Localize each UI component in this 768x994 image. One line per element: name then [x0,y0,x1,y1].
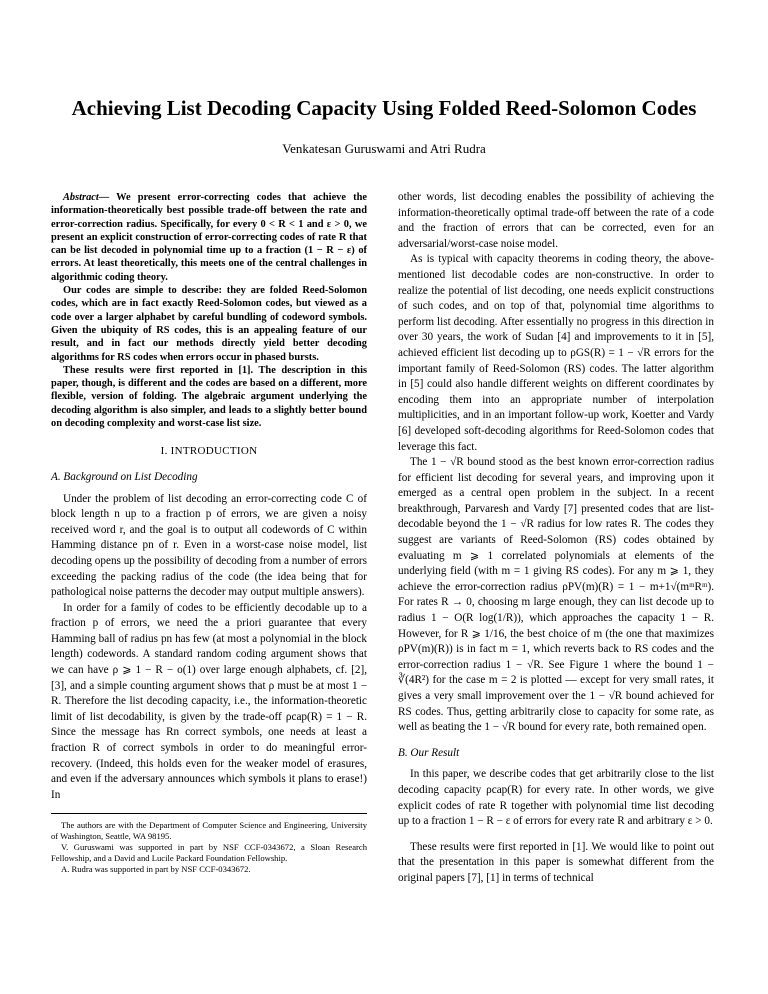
left-paragraph-2: In order for a family of codes to be efficiently decodable up to a fraction p of errors, we need the a priori guarantee that every Hamming ball of radius pn has few (at most a polynomial in the block length) codewords. A standard random coding argument shows that we can have ρ ⩾ 1 − R − o(1) over large enough alphabets, cf. [2], [3], and a simple counting argument shows that ρ must be at most 1 − R. Therefore the list decoding capacity, i.e., the information-theoretic limit of list decodability, is given by the trade-off ρcap(R) = 1 − R. Since the message has Rn correct symbols, one needs at least a fraction R of correct symbols in order to do meaningful error-recovery. (Indeed, this holds even for the weaker model of erasures, and even if the adversary announces which symbols it plans to erase!) In [51,601,367,801]
subsection-b-heading: B. Our Result [398,746,460,759]
abstract-p2: Our codes are simple to describe: they are folded Reed-Solomon codes, which are in fact exactly Reed-Solomon codes, but viewed as a code over a larger alphabet by careful bundling of codeword symbols. Given the ubiquity of RS codes, this is an appealing feature of our result, and in fact our methods directly yield better decoding algorithms for RS codes when errors occur in phased bursts. [51,285,367,363]
abstract-p1: Abstract— We present error-correcting codes that achieve the information-theoretically best possible trade-off between the rate and error-correction radius. Specifically, for every 0 < R < 1 and ε > 0, we present an explicit construction of error-correcting codes of rate R that can be list decoded in polynomial time up to a fraction (1 − R − ε) of errors. At least theoretically, this meets one of the central challenges in algorithmic coding theory. [51,192,367,283]
abstract-p3: These results were first reported in [1]. The description in this paper, though, is different and the codes are based on a different, more flexible, version of folding. The algebraic argument underlying the decoding algorithm is also simpler, and leads to a slightly better bound on decoding complexity and worst-case list size. [51,364,367,430]
right-column [398,190,714,887]
footnote-1: The authors are with the Department of Computer Science and Engineering, University of Washington, Seattle, WA 98195. [51,820,367,842]
paper-title: Achieving List Decoding Capacity Using Folded Reed-Solomon Codes [71,96,697,120]
subsection-a-heading: A. Background on List Decoding [51,470,198,483]
footnote-2: V. Guruswami was supported in part by NSF CCF-0343672, a Sloan Research Fellowship, and a David and Lucile Packard Foundation Fellowship. [51,842,367,864]
right-paragraph-3: The 1 − √R bound stood as the best known error-correction radius for efficient list decoding for several years, and improving upon it emerged as a central open problem in the subject. In a recent breakthrough, Parvaresh and Vardy [7] presented codes that are list-decodable beyond the 1 − √R radius for low rates R. The codes they suggest are variants of Reed-Solomon (RS) codes obtained by evaluating m ⩾ 1 correlated polynomials at elements of the underlying field (with m = 1 giving RS codes). For any m ⩾ 1, they achieve the error-correction radius ρPV(m)(R) = 1 − m+1√(mᵐRᵐ). For rates R → 0, choosing m large enough, they can list decode up to radius 1 − O(R log(1/R)), which approaches the capacity 1 − R. However, for R ⩾ 1/16, the best choice of m (the one that maximizes ρPV(m)(R)) is in fact m = 1, which reverts back to RS codes and the error-correction radius 1 − √R. See Figure 1 where the bound 1 − ∛(4R²) for the case m = 2 is plotted — except for very small rates, it gives a very small improvement over the 1 − √R bound achieved for RS codes. Thus, getting arbitrarily close to capacity for some rate, as well as beating the 1 − √R bound for every rate, both remained open. [398,456,714,734]
footnote-rule [51,813,367,814]
left-paragraph-1: Under the problem of list decoding an error-correcting code C of block length n up to a fraction p of errors, we are given a noisy received word r, and the goal is to output all codewords of C within Hamming distance pn of r. Even in a worst-case noise model, list decoding opens up the possibility of decoding from a number of errors exceeding the packing radius of the code (the idea being that for pathological noise patterns the decoder may output multiple answers). [51,492,367,599]
right-paragraph-2: As is typical with capacity theorems in coding theory, the above-mentioned list decodable codes are non-constructive. In order to realize the potential of list decoding, one needs explicit constructions of such codes, and on top of that, polynomial time algorithms to perform list decoding. After essentially no progress in this direction in over 30 years, the work of Sudan [4] and improvements to it in [5], achieved efficient list decoding up to ρGS(R) = 1 − √R errors for the important family of Reed-Solomon (RS) codes. The latter algorithm in [5] could also handle different weights on different coordinates by encoding them into an appropriate number of interpolation multiplicities, and in an important follow-up work, Koetter and Vardy [6] developed soft-decoding algorithms for Reed-Solomon codes that leverage this fact. [398,253,714,453]
footnote-3: A. Rudra was supported in part by NSF CCF-0343672. [61,864,251,875]
right-paragraph-5: These results were first reported in [1]. We would like to point out that the presentation in this paper is somewhat different from the original papers [7], [1] in terms of technical [398,840,714,884]
right-paragraph-4: In this paper, we describe codes that get arbitrarily close to the list decoding capacity ρcap(R) for every rate. In other words, we give explicit codes of rate R together with polynomial time list decoding up to a fraction 1 − R − ε of errors for every rate R and arbitrary ε > 0. [398,768,714,828]
abstract-label: Abstract [63,192,99,203]
paper-authors: Venkatesan Guruswami and Atri Rudra [282,141,486,156]
abstract [51,191,367,430]
left-column [51,191,367,875]
right-paragraph-1: other words, list decoding enables the possibility of achieving the information-theoretically optimal trade-off between the rate of a code and the fraction of errors that can be corrected, even for an adversarial/worst-case noise model. [398,191,714,250]
section-heading-intro: I. INTRODUCTION [160,445,258,458]
